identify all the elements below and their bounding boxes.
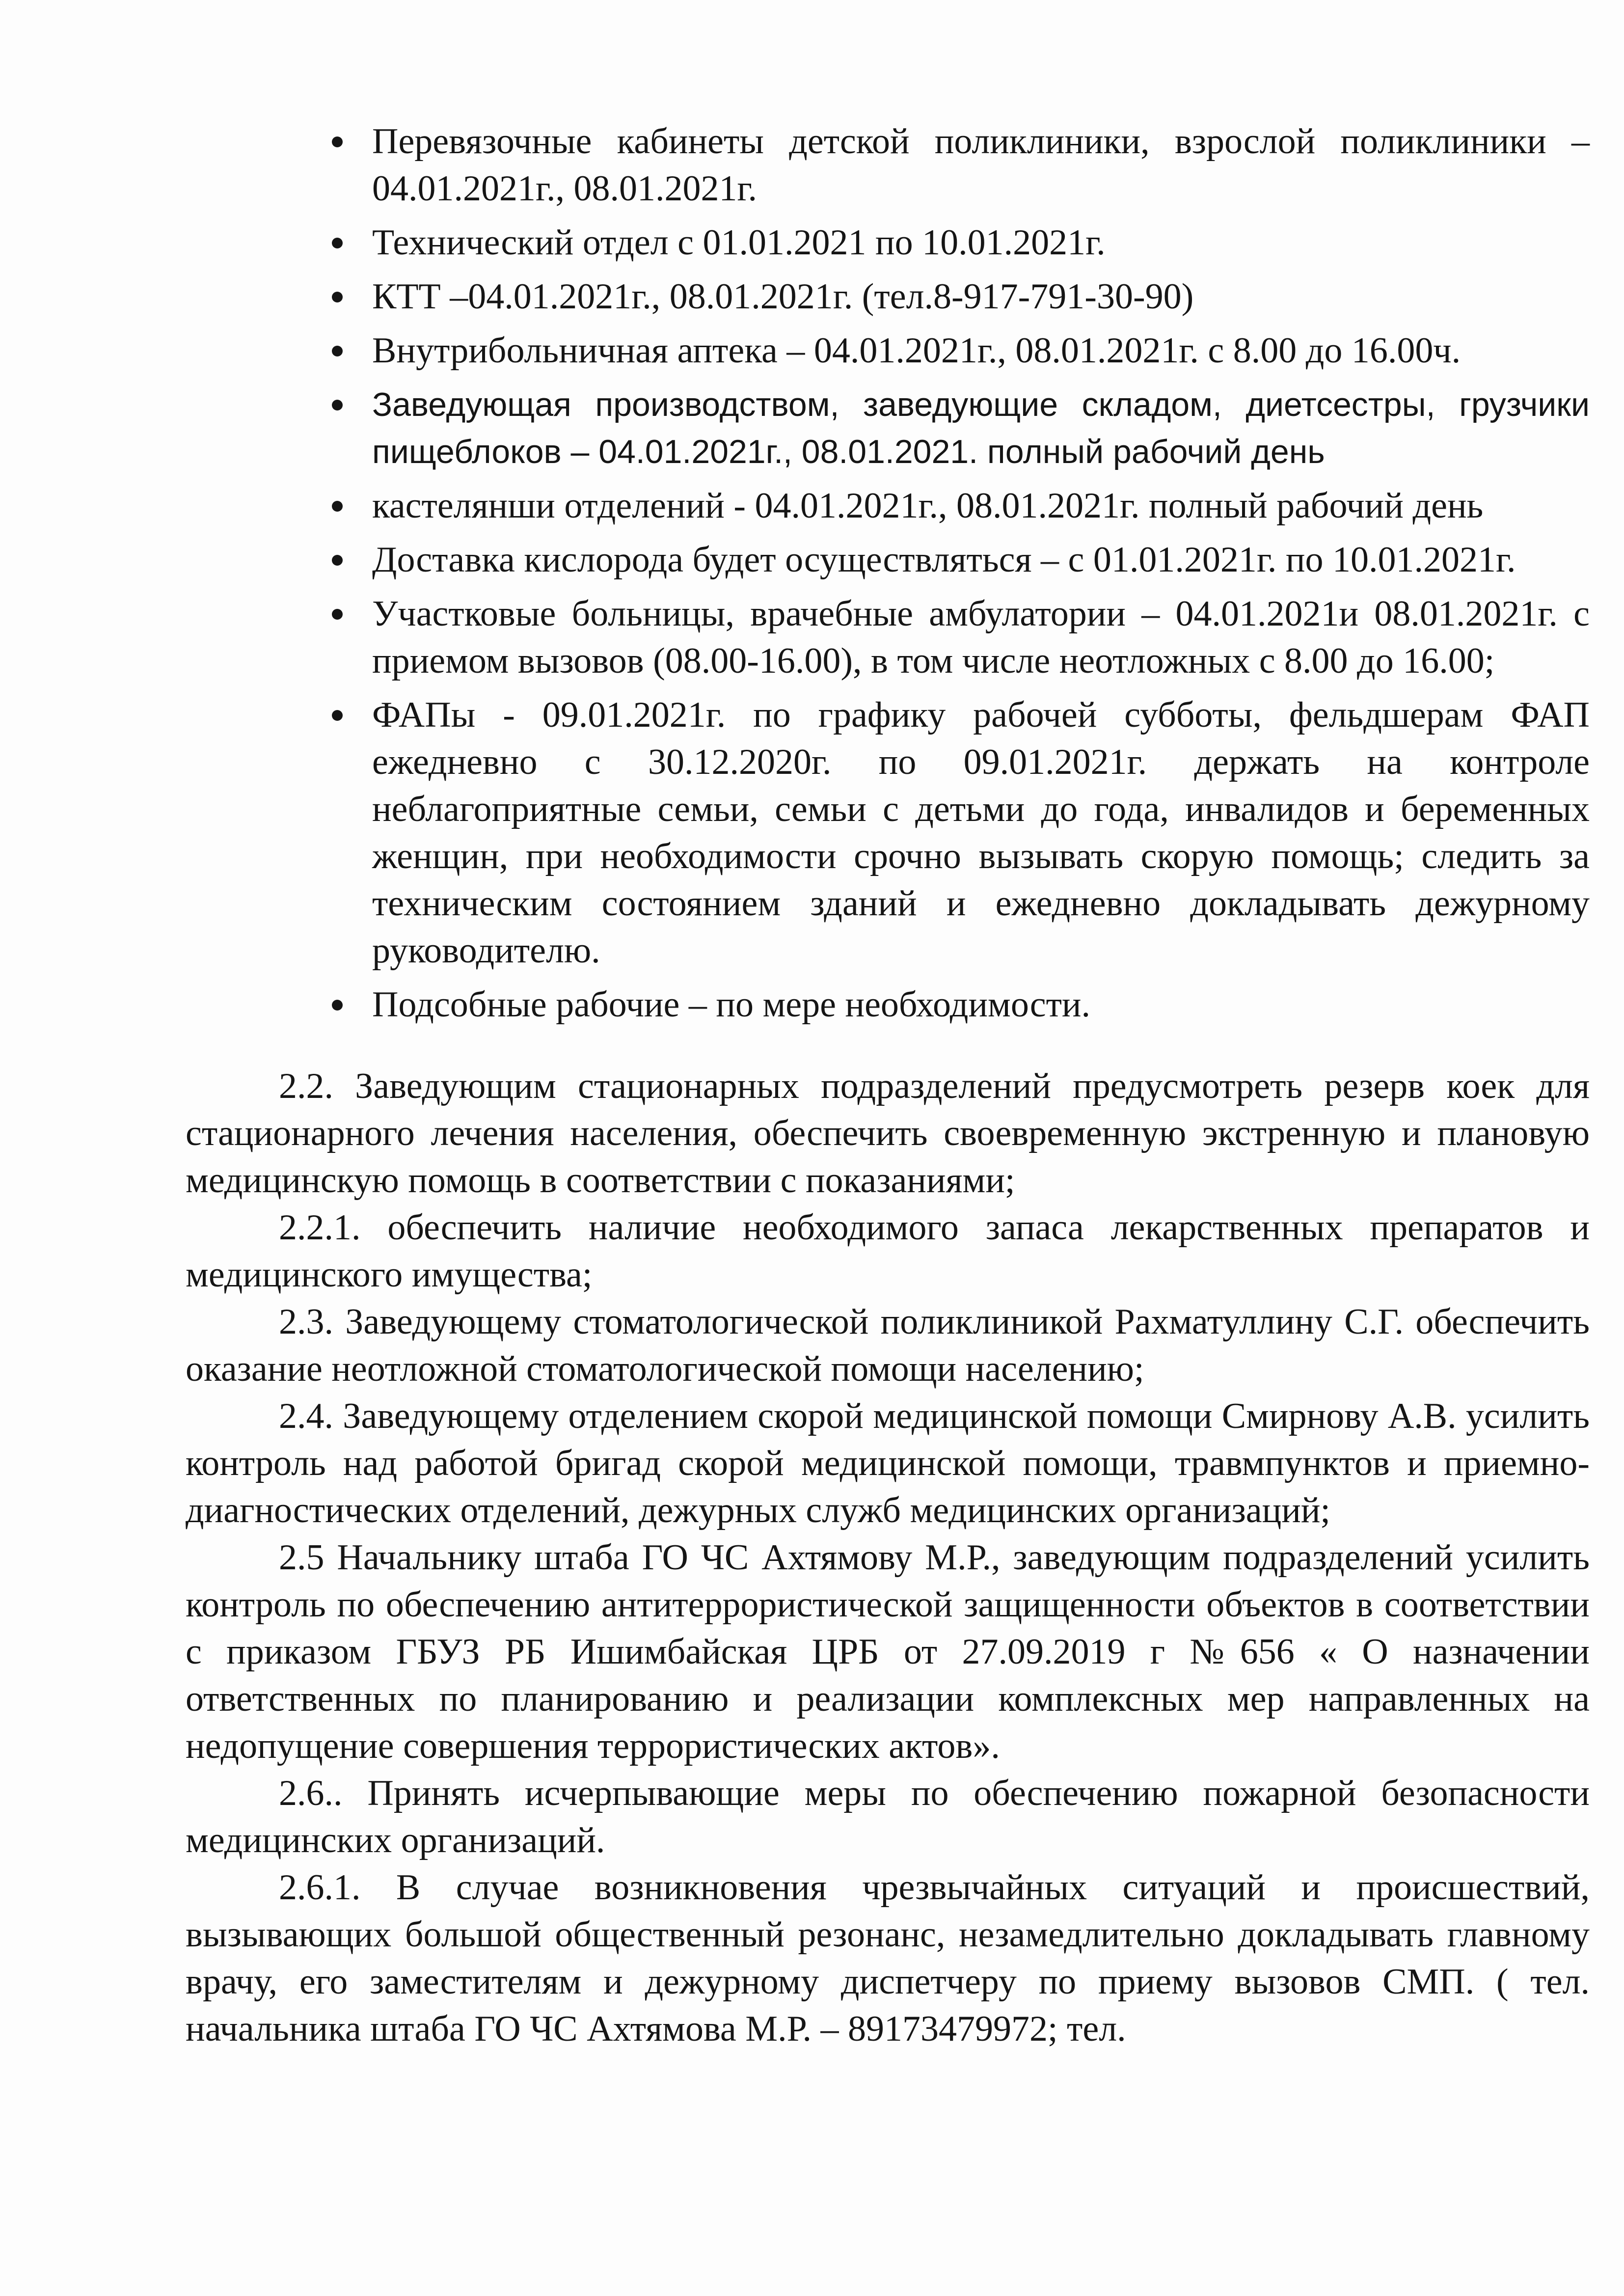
paragraph-2-2-1: 2.2.1. обеспечить наличие необходимого запаса лекарственных препаратов и медицинского имущества; [186, 1207, 1590, 1295]
paragraph-2-4: 2.4. Заведующему отделением скорой медицинской помощи Смирнову А.В. усилить контроль над работой бригад скорой медицинской помощи, травмпунктов и приемно-диагностических отделений, дежурных служб медицинских организаций; [186, 1396, 1590, 1531]
paragraph-2-5: 2.5 Начальнику штаба ГО ЧС Ахтямову М.Р., заведующим подразделений усилить контроль по обеспечению антитеррористической защищенности объектов в соответствии с приказом ГБУЗ РБ Ишимбайская ЦРБ от 27.09.2019 г №656 « О назначении ответственных по планированию и реализации комплексных мер направленных на недопущение совершения террористических актов». [186, 1537, 1590, 1766]
bullet-item: Доставка кислорода будет осуществляться – с 01.01.2021г. по 10.01.2021г. [372, 536, 1590, 583]
bullet-item: Заведующая производством, заведующие складом, диетсестры, грузчики пищеблоков – 04.01.2021г., 08.01.2021. полный рабочий день [372, 381, 1590, 475]
bullet-item: Подсобные рабочие – по мере необходимости. [372, 981, 1590, 1028]
paragraph-2-6-1: 2.6.1. В случае возникновения чрезвычайных ситуаций и происшествий, вызывающих большой общественный резонанс, незамедлительно докладывать главному врачу, его заместителям и дежурному диспетчеру по приему вызовов СМП. ( тел. начальника штаба ГО ЧС Ахтямова М.Р. – 89173479972; тел. [186, 1867, 1590, 2049]
bullet-item: кастелянши отделений - 04.01.2021г., 08.01.2021г. полный рабочий день [372, 482, 1590, 529]
paragraph-2-6: 2.6.. Принять исчерпывающие меры по обеспечению пожарной безопасности медицинских организаций. [186, 1773, 1590, 1860]
bullet-item: Внутрибольничная аптека – 04.01.2021г., 08.01.2021г. с 8.00 до 16.00ч. [372, 327, 1590, 374]
bullet-item: Участковые больницы, врачебные амбулатории – 04.01.2021и 08.01.2021г. с приемом вызовов (08.00-16.00), в том числе неотложных с 8.00 до 16.00; [372, 590, 1590, 684]
bullet-item: ФАПы - 09.01.2021г. по графику рабочей субботы, фельдшерам ФАП ежедневно с 30.12.2020г. по 09.01.2021г. держать на контроле неблагоприятные семьи, семьи с детьми до года, инвалидов и беременных женщин, при необходимости срочно вызывать скорую помощь; следить за техническим состоянием зданий и ежедневно докладывать дежурному руководителю. [372, 691, 1590, 974]
paragraph-2-3: 2.3. Заведующему стоматологической поликлиникой Рахматуллину С.Г. обеспечить оказание неотложной стоматологической помощи населению; [186, 1302, 1590, 1389]
bullet-item: Технический отдел с 01.01.2021 по 10.01.2021г. [372, 219, 1590, 266]
document-body [186, 118, 1590, 2052]
paragraph-2-2: 2.2. Заведующим стационарных подразделений предусмотреть резерв коек для стационарного лечения населения, обеспечить своевременную экстренную и плановую медицинскую помощь в соответствии с показаниями; [186, 1066, 1590, 1201]
bullet-list [186, 118, 1590, 1028]
bullet-item: Перевязочные кабинеты детской поликлиники, взрослой поликлиники – 04.01.2021г., 08.01.2021г. [372, 118, 1590, 212]
bullet-item: КТТ –04.01.2021г., 08.01.2021г. (тел.8-917-791-30-90) [372, 273, 1590, 320]
